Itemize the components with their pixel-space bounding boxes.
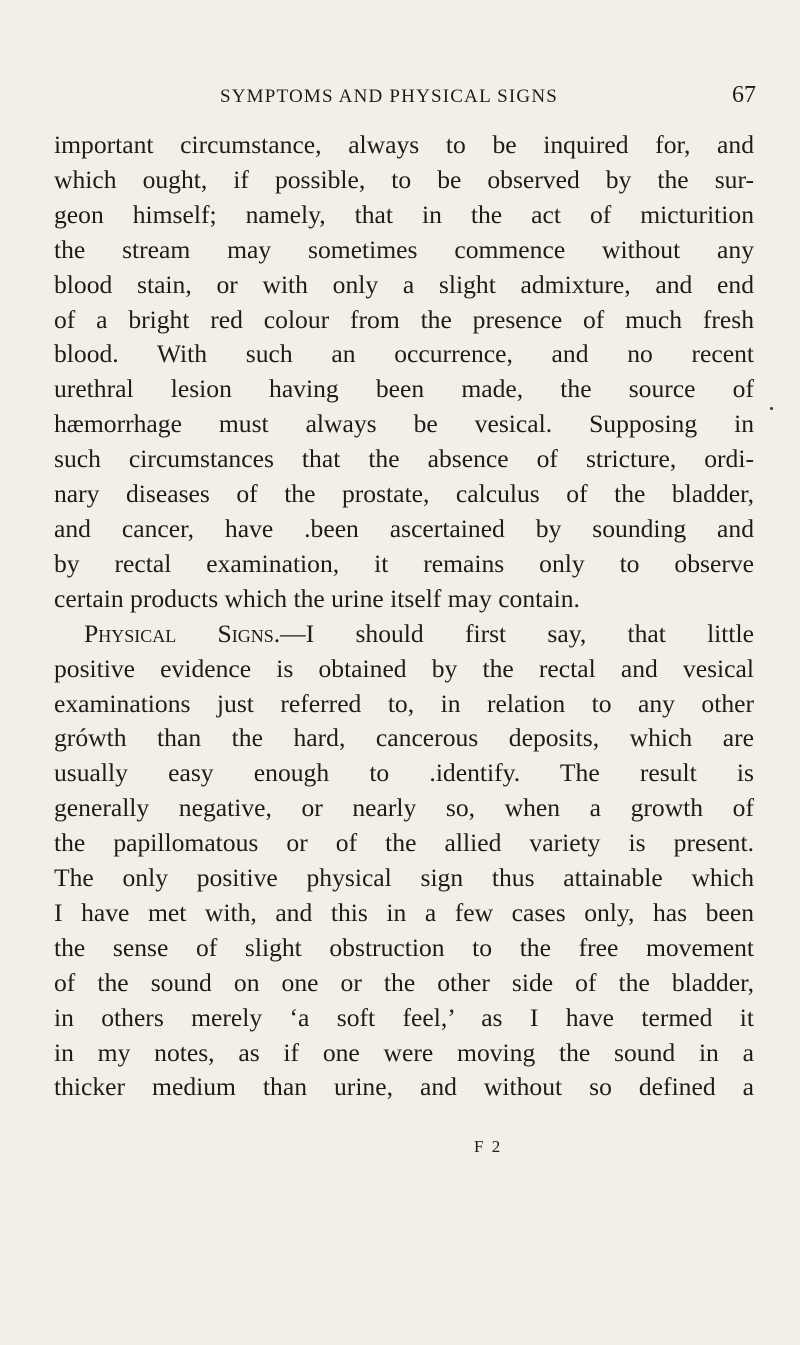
text-line: blood stain, or with only a slight admixture, and end [54,269,754,299]
signature-mark: F 2 [474,1137,503,1156]
section-heading: Physical Signs. [84,618,281,648]
text-line: such circumstances that the absence of stricture, ordi- [54,444,754,474]
text-line: in others merely ‘a soft feel,’ as I have termed it [54,1002,754,1032]
running-title: SYMPTOMS AND PHYSICAL SIGNS [219,86,559,107]
heading-continuation: —I should first say, that little [280,618,754,648]
text-line: nary diseases of the prostate, calculus of the bladder, [54,479,754,509]
text-line: thicker medium than urine, and without so defined a [54,1072,754,1102]
paragraph-1 [54,128,754,617]
text-line: blood. With such an occurrence, and no recent [54,339,754,369]
margin-mark [770,407,773,410]
running-head [54,82,766,116]
paragraph-2 [54,617,754,1106]
text-line: I have met with, and this in a few cases only, has been [54,897,754,927]
text-line [54,617,754,652]
text-line: the papillomatous or of the allied variety is present. [54,828,754,858]
text-line: urethral lesion having been made, the source of [54,374,754,404]
text-line: The only positive physical sign thus attainable which [54,863,754,893]
text-line: and cancer, have .been ascertained by sounding and [54,513,754,543]
text-line: generally negative, or nearly so, when a growth of [54,793,754,823]
text-line: in my notes, as if one were moving the sound in a [54,1037,754,1067]
text-line: the sense of slight obstruction to the free movement [54,932,754,962]
text-line: examinations just referred to, in relation to any other [54,688,754,718]
text-line: important circumstance, always to be inquired for, and [54,130,754,159]
text-line: of a bright red colour from the presence of much fresh [54,304,754,334]
text-line: certain products which the urine itself may contain. [54,583,580,613]
text-line: positive evidence is obtained by the rectal and vesical [54,653,754,683]
text-line: grówth than the hard, cancerous deposits, which are [54,723,754,753]
text-line: geon himself; namely, that in the act of micturition [54,199,754,229]
body-text [54,128,754,1156]
text-line: by rectal examination, it remains only to observe [54,548,754,578]
text-line: of the sound on one or the other side of the bladder, [54,967,754,997]
page-number: 67 [732,82,756,108]
text-line: usually easy enough to .identify. The result is [54,758,754,788]
text-line: hæmorrhage must always be vesical. Supposing in [54,409,754,439]
text-line: which ought, if possible, to be observed by the sur- [54,164,754,194]
text-line: the stream may sometimes commence without any [54,234,754,264]
